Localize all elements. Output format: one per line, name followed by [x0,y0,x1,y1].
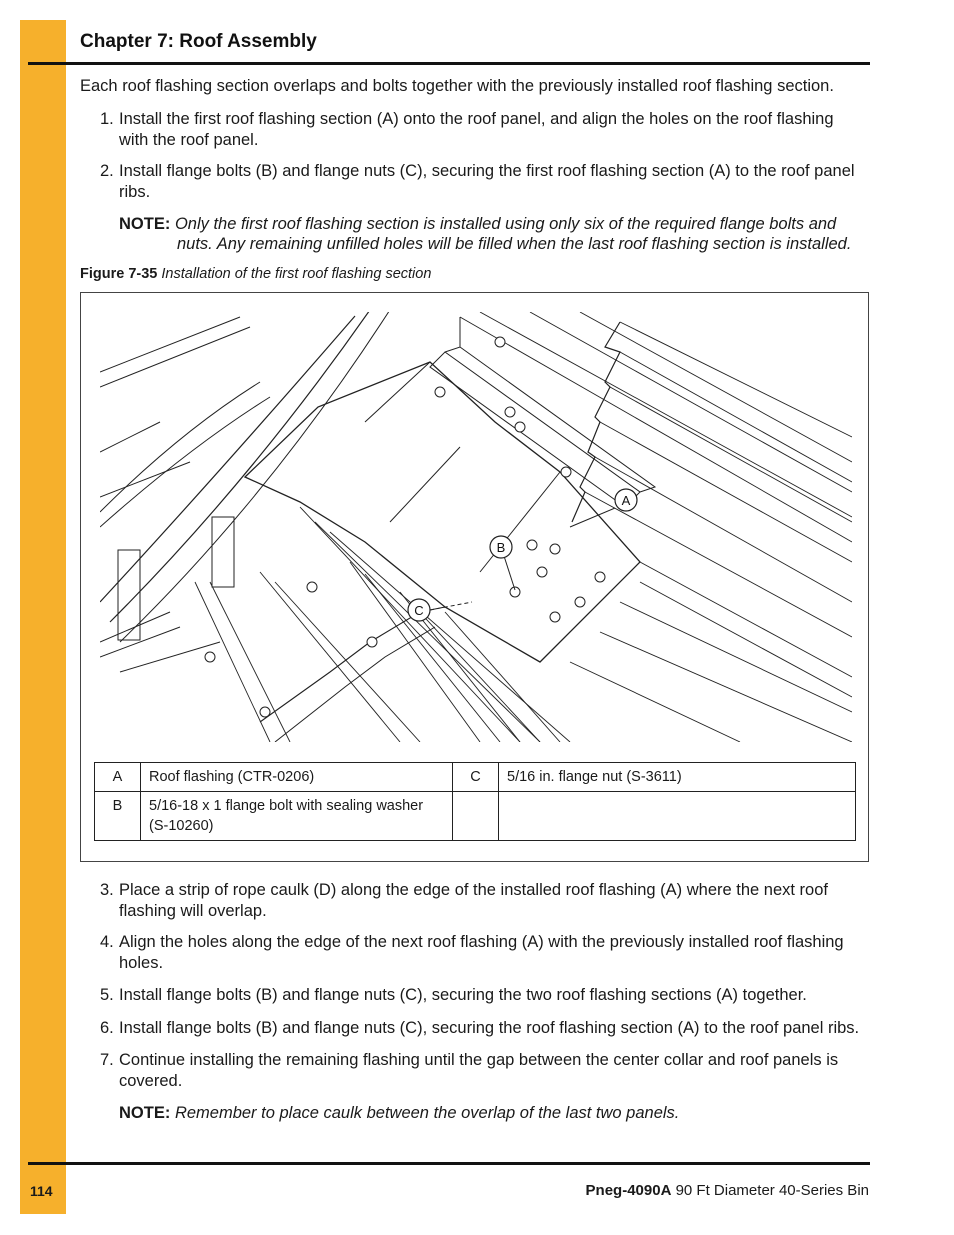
legend-key [453,792,499,841]
callout-a: A [621,493,631,508]
legend-key: B [95,792,141,841]
note-label: NOTE: [119,1104,171,1122]
document-code: Pneg-4090A [585,1182,672,1199]
callout-c: C [414,603,424,618]
chapter-title: Chapter 7: Roof Assembly [80,31,317,52]
legend-description: 5/16 in. flange nut (S-3611) [499,763,856,792]
chapter-side-bar [20,20,66,1214]
table-row [95,763,856,792]
note-1-line2: nuts. Any remaining unfilled holes will be filled when the last roof flashing section is installed. [177,235,852,253]
step-number: 6. [100,1019,114,1037]
legend-key: A [95,763,141,792]
callout-b: B [496,540,506,555]
intro-paragraph: Each roof flashing section overlaps and bolts together with the previously installed roof flashing section. [80,77,834,95]
step-4-line2: holes. [119,954,164,972]
step-1-line2: with the roof panel. [119,131,259,149]
document-id [586,1182,869,1199]
document-title: 90 Ft Diameter 40-Series Bin [675,1182,869,1199]
roof-flashing-illustration [100,312,852,742]
note-1-line1: Only the first roof flashing section is installed using only six of the required flange bolts and [174,215,837,233]
step-6-line1: Install flange bolts (B) and flange nuts (C), securing the roof flashing section (A) to the roof panel ribs. [119,1019,860,1037]
figure-caption-text: Installation of the first roof flashing section [161,266,432,282]
step-number: 3. [100,881,114,899]
step-number: 2. [100,162,114,180]
step-3-line1: Place a strip of rope caulk (D) along the edge of the installed roof flashing (A) where the next roof [119,881,828,899]
table-row [95,792,856,841]
legend-desc-line1: 5/16-18 x 1 flange bolt with sealing washer [149,798,424,814]
note-label: NOTE: [119,215,171,233]
footer-rule [28,1162,870,1165]
step-2-line1: Install flange bolts (B) and flange nuts (C), securing the first roof flashing section (A) to the roof panel [119,162,855,180]
legend-key: C [453,763,499,792]
note-2-text: Remember to place caulk between the overlap of the last two panels. [174,1104,680,1122]
legend-description: Roof flashing (CTR-0206) [141,763,453,792]
step-number: 5. [100,986,114,1004]
figure-number: Figure 7-35 [80,266,158,282]
step-5-line1: Install flange bolts (B) and flange nuts (C), securing the two roof flashing sections (A) together. [119,986,807,1004]
step-number: 4. [100,933,114,951]
note-1 [119,214,836,235]
step-3-line2: flashing will overlap. [119,902,267,920]
step-7-line1: Continue installing the remaining flashing until the gap between the center collar and roof panels is [119,1051,839,1069]
page-number: 114 [30,1183,53,1199]
step-7-line2: covered. [119,1072,183,1090]
step-2-line2: ribs. [119,183,151,201]
header-rule [28,62,870,65]
step-number: 1. [100,110,114,128]
figure-legend-table [94,762,856,841]
figure-caption [80,266,431,282]
step-number: 7. [100,1051,114,1069]
legend-description [141,792,453,841]
note-2 [119,1103,679,1124]
legend-description [499,792,856,841]
step-4-line1: Align the holes along the edge of the next roof flashing (A) with the previously installed roof flashing [119,933,844,951]
legend-desc-line2: (S-10260) [149,818,214,834]
step-1-line1: Install the first roof flashing section (A) onto the roof panel, and align the holes on the roof flashing [119,110,834,128]
